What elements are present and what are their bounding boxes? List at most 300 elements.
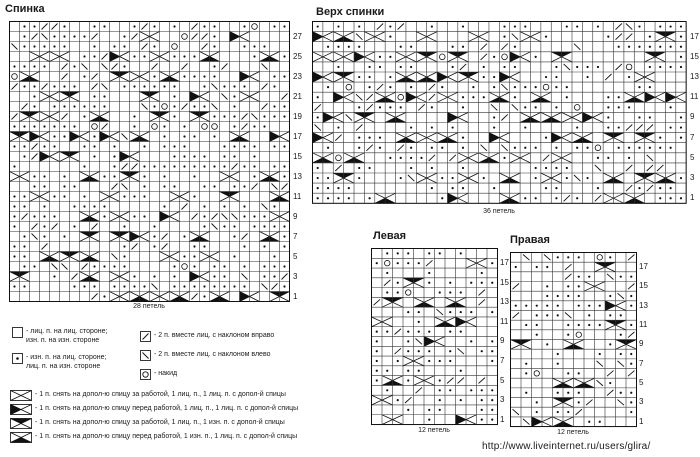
purl-stitch: [607, 106, 609, 108]
purl-stitch: [337, 197, 339, 199]
purl-stitch: [133, 115, 135, 117]
purl-stitch: [103, 215, 105, 217]
purl-stitch: [470, 282, 472, 284]
purl-stitch: [481, 409, 483, 411]
purl-stitch: [193, 55, 195, 57]
purl-stitch: [470, 340, 472, 342]
purl-stitch: [43, 145, 45, 147]
purl-stitch: [348, 187, 350, 189]
purl-stitch: [63, 195, 65, 197]
purl-stitch: [638, 116, 640, 118]
purl-stitch: [628, 106, 630, 108]
purl-stitch: [203, 295, 205, 297]
chart-title-pravaya: Правая: [510, 234, 550, 246]
purl-stitch: [253, 55, 255, 57]
purl-stitch: [609, 295, 611, 297]
purl-stitch: [439, 291, 441, 293]
purl-stitch: [233, 105, 235, 107]
purl-stitch: [63, 105, 65, 107]
purl-stitch: [638, 187, 640, 189]
purl-stitch: [93, 205, 95, 207]
purl-stitch: [83, 195, 85, 197]
purl-stitch: [253, 165, 255, 167]
purl-stitch: [317, 197, 319, 199]
row-number-label: 5: [639, 378, 644, 388]
purl-stitch: [263, 125, 265, 127]
purl-stitch: [23, 125, 25, 127]
purl-stitch: [618, 46, 620, 48]
purl-stitch: [462, 137, 464, 139]
purl-stitch: [183, 135, 185, 137]
purl-stitch-icon: [12, 353, 23, 364]
purl-stitch: [609, 256, 611, 258]
purl-stitch: [273, 165, 275, 167]
purl-stitch: [578, 256, 580, 258]
row-number-label: 9: [639, 339, 644, 349]
purl-stitch: [567, 295, 569, 297]
purl-stitch: [597, 25, 599, 27]
purl-stitch: [452, 66, 454, 68]
purl-stitch: [460, 311, 462, 313]
purl-stitch: [376, 379, 378, 381]
purl-stitch: [439, 399, 441, 401]
stitch-count-spinka: 28 петель: [133, 303, 165, 310]
purl-stitch: [428, 419, 430, 421]
purl-stitch: [73, 85, 75, 87]
purl-stitch: [203, 105, 205, 107]
purl-stitch: [327, 46, 329, 48]
purl-stitch: [283, 115, 285, 117]
legend-yarn-over: [140, 369, 177, 380]
purl-stitch: [462, 106, 464, 108]
purl-stitch: [153, 245, 155, 247]
purl-stitch: [327, 197, 329, 199]
purl-stitch: [618, 96, 620, 98]
purl-stitch: [123, 285, 125, 287]
purl-stitch: [83, 145, 85, 147]
purl-stitch: [386, 291, 388, 293]
purl-stitch: [491, 311, 493, 313]
purl-stitch: [23, 205, 25, 207]
purl-stitch: [223, 285, 225, 287]
purl-stitch: [599, 324, 601, 326]
purl-stitch: [659, 137, 661, 139]
purl-stitch: [524, 106, 526, 108]
stitch-count-pravaya: 12 петель: [557, 429, 589, 436]
purl-stitch: [628, 76, 630, 78]
knitting-chart-spinka: [9, 21, 290, 302]
purl-stitch: [13, 65, 15, 67]
purl-stitch: [283, 25, 285, 27]
chart-title-verh: Верх спинки: [316, 6, 385, 18]
purl-stitch: [368, 66, 370, 68]
purl-stitch: [659, 46, 661, 48]
row-number-label: 7: [690, 132, 695, 142]
purl-stitch: [337, 25, 339, 27]
purl-stitch: [379, 147, 381, 149]
purl-stitch: [670, 25, 672, 27]
purl-stitch: [193, 135, 195, 137]
purl-stitch: [680, 137, 682, 139]
purl-stitch: [578, 285, 580, 287]
purl-stitch: [441, 86, 443, 88]
purl-stitch: [73, 285, 75, 287]
purl-stitch: [203, 205, 205, 207]
purl-stitch: [670, 187, 672, 189]
purl-stitch: [163, 85, 165, 87]
purl-stitch: [566, 96, 568, 98]
purl-stitch: [173, 95, 175, 97]
purl-stitch: [535, 197, 537, 199]
purl-stitch: [233, 155, 235, 157]
purl-stitch: [283, 285, 285, 287]
purl-stitch: [33, 25, 35, 27]
purl-stitch: [536, 266, 538, 268]
purl-stitch: [535, 106, 537, 108]
purl-stitch: [628, 157, 630, 159]
purl-stitch: [557, 256, 559, 258]
purl-stitch: [407, 409, 409, 411]
purl-stitch: [173, 85, 175, 87]
purl-stitch: [536, 324, 538, 326]
purl-stitch: [536, 401, 538, 403]
purl-stitch: [376, 360, 378, 362]
purl-stitch: [243, 145, 245, 147]
purl-stitch: [379, 66, 381, 68]
legend-knit-text-2: изн. п. на изн. стороне: [26, 337, 100, 344]
purl-stitch: [73, 35, 75, 37]
purl-stitch: [545, 76, 547, 78]
row-number-label: 3: [690, 173, 695, 183]
purl-stitch: [397, 360, 399, 362]
row-number-label: 17: [690, 31, 699, 41]
purl-stitch: [243, 205, 245, 207]
purl-stitch: [327, 177, 329, 179]
purl-stitch: [368, 137, 370, 139]
purl-stitch: [449, 350, 451, 352]
purl-stitch: [586, 66, 588, 68]
purl-stitch: [368, 76, 370, 78]
purl-stitch: [283, 165, 285, 167]
purl-stitch: [273, 145, 275, 147]
purl-stitch: [670, 46, 672, 48]
purl-stitch: [567, 334, 569, 336]
purl-stitch: [493, 116, 495, 118]
purl-stitch: [213, 75, 215, 77]
purl-stitch: [53, 85, 55, 87]
purl-stitch: [133, 85, 135, 87]
purl-stitch: [358, 177, 360, 179]
purl-stitch: [607, 157, 609, 159]
purl-stitch: [283, 55, 285, 57]
purl-stitch: [566, 177, 568, 179]
purl-stitch: [555, 76, 557, 78]
purl-stitch: [13, 215, 15, 217]
purl-stitch: [452, 187, 454, 189]
purl-stitch: [193, 195, 195, 197]
purl-stitch: [524, 126, 526, 128]
purl-stitch: [123, 225, 125, 227]
purl-stitch: [400, 66, 402, 68]
purl-stitch: [93, 45, 95, 47]
purl-stitch: [203, 245, 205, 247]
purl-stitch: [630, 295, 632, 297]
purl-stitch: [63, 85, 65, 87]
purl-stitch: [630, 305, 632, 307]
row-number-label: 7: [500, 355, 505, 365]
purl-stitch: [183, 75, 185, 77]
purl-stitch: [223, 265, 225, 267]
purl-stitch: [183, 255, 185, 257]
purl-stitch: [535, 56, 537, 58]
purl-stitch: [253, 225, 255, 227]
purl-stitch: [73, 105, 75, 107]
purl-stitch: [567, 285, 569, 287]
purl-stitch: [481, 350, 483, 352]
purl-stitch: [630, 411, 632, 413]
purl-stitch: [317, 96, 319, 98]
purl-stitch: [376, 340, 378, 342]
purl-stitch: [525, 363, 527, 365]
purl-stitch: [557, 305, 559, 307]
purl-stitch: [153, 75, 155, 77]
purl-stitch: [680, 177, 682, 179]
purl-stitch: [283, 75, 285, 77]
purl-stitch: [233, 255, 235, 257]
purl-stitch: [193, 105, 195, 107]
legend-cable-3-text: - 1 п. снять на допол-ю спицу за работой, 1 лиц. п., 1 изн. п. с допол-й спицы: [35, 419, 285, 426]
purl-stitch: [546, 305, 548, 307]
purl-stitch: [557, 353, 559, 355]
purl-stitch: [607, 96, 609, 98]
purl-stitch: [557, 363, 559, 365]
cable-right-knit-icon: [10, 390, 32, 401]
purl-stitch: [143, 145, 145, 147]
purl-stitch: [253, 125, 255, 127]
purl-stitch: [43, 185, 45, 187]
purl-stitch: [348, 46, 350, 48]
purl-stitch: [460, 331, 462, 333]
purl-stitch: [618, 147, 620, 149]
purl-stitch: [555, 86, 557, 88]
purl-stitch: [203, 165, 205, 167]
purl-stitch: [680, 46, 682, 48]
purl-stitch: [358, 25, 360, 27]
legend-cable-2-text: - 1 п. снять на допол-ю спицу перед работой, 1 лиц. п., 1 лиц. п. с допол-й спицы: [35, 405, 299, 412]
purl-stitch: [546, 266, 548, 268]
row-number-label: 27: [293, 31, 302, 41]
row-number-label: 17: [639, 262, 648, 271]
purl-stitch: [123, 195, 125, 197]
purl-stitch: [431, 167, 433, 169]
purl-stitch: [233, 95, 235, 97]
purl-stitch: [586, 76, 588, 78]
purl-stitch: [43, 215, 45, 217]
row-number-label: 1: [500, 414, 505, 424]
purl-stitch: [153, 275, 155, 277]
purl-stitch: [428, 360, 430, 362]
purl-stitch: [460, 291, 462, 293]
purl-stitch: [452, 177, 454, 179]
purl-stitch: [630, 324, 632, 326]
purl-stitch: [389, 56, 391, 58]
purl-stitch: [386, 331, 388, 333]
purl-stitch: [123, 45, 125, 47]
purl-stitch: [183, 145, 185, 147]
purl-stitch: [358, 147, 360, 149]
purl-stitch: [452, 46, 454, 48]
purl-stitch: [628, 46, 630, 48]
purl-stitch: [133, 195, 135, 197]
purl-stitch: [389, 36, 391, 38]
purl-stitch: [327, 86, 329, 88]
purl-stitch: [368, 86, 370, 88]
purl-stitch: [203, 285, 205, 287]
legend-cable-3: [10, 418, 285, 429]
row-number-label: 9: [293, 211, 298, 221]
purl-stitch: [173, 275, 175, 277]
purl-stitch: [407, 340, 409, 342]
purl-stitch: [173, 165, 175, 167]
purl-stitch: [389, 157, 391, 159]
purl-stitch: [428, 409, 430, 411]
purl-stitch: [113, 175, 115, 177]
purl-stitch: [243, 45, 245, 47]
purl-stitch: [173, 115, 175, 117]
purl-stitch: [143, 165, 145, 167]
purl-stitch: [491, 409, 493, 411]
purl-stitch: [213, 265, 215, 267]
purl-stitch: [546, 285, 548, 287]
purl-stitch: [555, 106, 557, 108]
purl-stitch: [113, 285, 115, 287]
purl-stitch: [597, 66, 599, 68]
purl-stitch: [460, 399, 462, 401]
purl-stitch: [253, 155, 255, 157]
purl-stitch: [670, 147, 672, 149]
purl-stitch: [418, 311, 420, 313]
purl-stitch: [163, 165, 165, 167]
purl-stitch: [630, 392, 632, 394]
purl-stitch: [376, 350, 378, 352]
purl-stitch: [233, 185, 235, 187]
purl-stitch: [400, 177, 402, 179]
purl-stitch: [576, 25, 578, 27]
row-number-label: 5: [690, 152, 695, 162]
purl-stitch: [452, 126, 454, 128]
cable-left-purl-icon: [10, 432, 32, 443]
purl-stitch: [418, 331, 420, 333]
purl-stitch: [193, 175, 195, 177]
purl-stitch: [407, 262, 409, 264]
purl-stitch: [23, 245, 25, 247]
purl-stitch: [493, 76, 495, 78]
purl-stitch: [43, 65, 45, 67]
purl-stitch: [183, 55, 185, 57]
purl-stitch: [620, 353, 622, 355]
purl-stitch: [428, 331, 430, 333]
legend-purl-text: - изн. п. на лиц. стороне;: [26, 354, 107, 361]
purl-stitch: [123, 255, 125, 257]
legend-yarn-over-text: - накид: [154, 370, 178, 377]
purl-stitch: [576, 197, 578, 199]
row-number-label: 13: [639, 300, 648, 310]
purl-stitch: [376, 331, 378, 333]
purl-stitch: [555, 167, 557, 169]
purl-stitch: [638, 46, 640, 48]
purl-stitch: [546, 295, 548, 297]
purl-stitch: [283, 175, 285, 177]
cable-left-knit-icon: [10, 404, 32, 415]
purl-stitch: [83, 55, 85, 57]
purl-stitch: [273, 85, 275, 87]
purl-stitch: [83, 75, 85, 77]
purl-stitch: [263, 115, 265, 117]
purl-stitch: [103, 265, 105, 267]
purl-stitch: [630, 276, 632, 278]
purl-stitch: [233, 285, 235, 287]
purl-stitch: [203, 85, 205, 87]
purl-stitch: [13, 195, 15, 197]
purl-stitch: [143, 175, 145, 177]
purl-stitch: [400, 46, 402, 48]
knitting-chart-levaya: [371, 248, 498, 425]
purl-stitch: [23, 155, 25, 157]
purl-stitch: [389, 106, 391, 108]
purl-stitch: [420, 157, 422, 159]
purl-stitch: [358, 76, 360, 78]
purl-stitch: [63, 25, 65, 27]
purl-stitch: [153, 85, 155, 87]
purl-stitch: [63, 45, 65, 47]
purl-stitch: [153, 105, 155, 107]
purl-stitch: [348, 197, 350, 199]
purl-stitch: [173, 145, 175, 147]
yarn-over-icon: [140, 369, 151, 380]
purl-stitch: [317, 187, 319, 189]
purl-stitch: [491, 340, 493, 342]
purl-stitch: [462, 46, 464, 48]
purl-stitch: [493, 187, 495, 189]
legend-k2tog-left-text: - 2 п. вместе лиц. с наклоном влево: [154, 351, 271, 358]
row-number-label: 19: [293, 111, 302, 121]
purl-stitch: [670, 66, 672, 68]
purl-stitch: [273, 255, 275, 257]
purl-stitch: [441, 147, 443, 149]
purl-stitch: [183, 155, 185, 157]
purl-stitch: [397, 291, 399, 293]
purl-stitch: [337, 126, 339, 128]
purl-stitch: [263, 215, 265, 217]
purl-stitch: [620, 276, 622, 278]
purl-stitch: [680, 25, 682, 27]
purl-stitch: [173, 25, 175, 27]
purl-stitch: [317, 177, 319, 179]
legend-k2tog-left: [140, 350, 270, 361]
purl-stitch: [491, 399, 493, 401]
knitting-chart-verh: [312, 21, 687, 204]
purl-stitch: [503, 36, 505, 38]
purl-stitch: [659, 187, 661, 189]
purl-stitch: [481, 272, 483, 274]
purl-stitch: [13, 245, 15, 247]
purl-stitch: [213, 35, 215, 37]
purl-stitch: [273, 265, 275, 267]
purl-stitch: [557, 411, 559, 413]
purl-stitch: [503, 66, 505, 68]
purl-stitch: [566, 25, 568, 27]
purl-stitch: [462, 147, 464, 149]
